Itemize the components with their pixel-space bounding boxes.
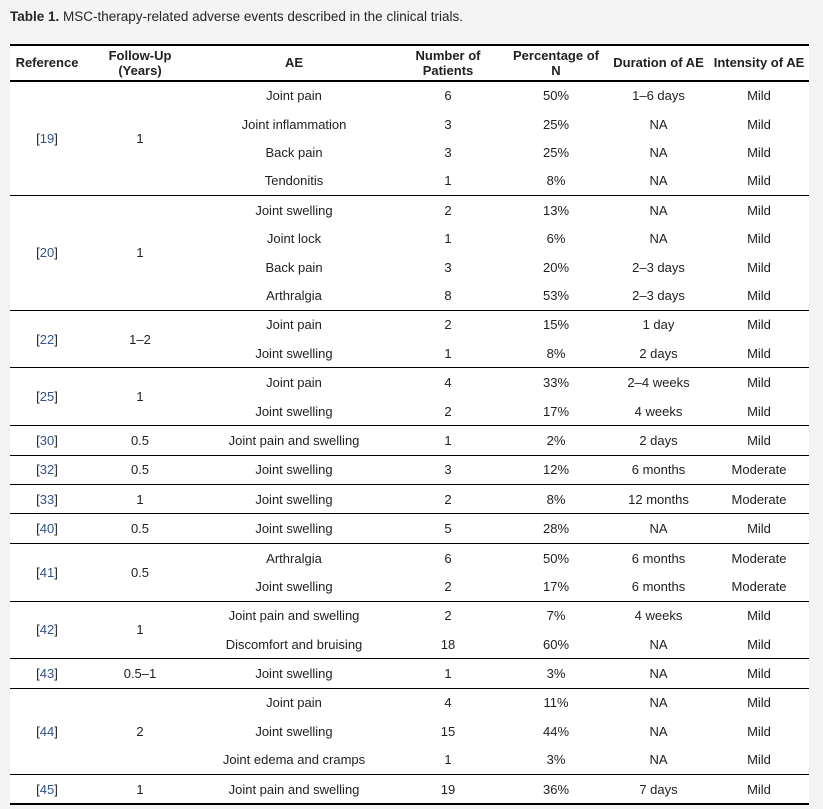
cell-percentage: 44% [542, 723, 570, 739]
cell-follow-up: 0.5 [130, 564, 150, 580]
cell-duration: 2–4 weeks [627, 375, 690, 391]
cell-intensity: Mild [747, 723, 771, 739]
cell-duration: 2 days [639, 432, 678, 448]
cell-ae: Joint pain [266, 88, 322, 104]
cell-intensity: Mild [747, 317, 771, 333]
cell-number-of-patients: 3 [444, 462, 452, 478]
cell-percentage: 28% [542, 521, 570, 537]
cell-number-of-patients: 1 [444, 345, 452, 361]
cell-duration: NA [649, 145, 668, 161]
table-caption-label: Table 1. [10, 9, 60, 24]
reference-bracket: ] [54, 130, 58, 146]
table-group [10, 514, 809, 543]
cell-intensity: Mild [747, 202, 771, 218]
cell-duration: 12 months [628, 491, 689, 507]
reference-bracket: [ [36, 245, 40, 261]
cell-percentage: 8% [546, 345, 566, 361]
reference-link[interactable]: 43 [39, 666, 55, 682]
cell-follow-up: 2 [136, 723, 144, 739]
reference-link[interactable]: 40 [39, 521, 55, 537]
cell-number-of-patients: 1 [444, 173, 452, 189]
cell-duration: 1–6 days [632, 88, 685, 104]
cell-number-of-patients: 3 [444, 259, 452, 275]
cell-duration: 7 days [639, 781, 678, 797]
cell-intensity: Mild [747, 287, 771, 303]
cell-reference [10, 659, 84, 688]
cell-reference [10, 310, 84, 368]
cell-intensity: Moderate [731, 462, 787, 478]
cell-reference [10, 426, 84, 455]
cell-follow-up: 1 [136, 389, 144, 405]
reference-bracket: ] [54, 462, 58, 478]
cell-duration: 4 weeks [634, 403, 683, 419]
cell-percentage: 6% [546, 231, 566, 247]
cell-duration: 6 months [631, 462, 686, 478]
cell-percentage: 3% [546, 752, 566, 768]
cell-reference [10, 688, 84, 774]
cell-percentage: 25% [542, 116, 570, 132]
table-row [10, 601, 809, 630]
cell-follow-up: 1 [136, 781, 144, 797]
table-row [10, 81, 809, 110]
column-header-duration: Duration of AE [613, 55, 704, 71]
table-group [10, 426, 809, 455]
cell-duration: 2 days [639, 345, 678, 361]
cell-duration: NA [649, 695, 668, 711]
reference-link[interactable]: 25 [39, 389, 55, 405]
cell-ae: Joint pain and swelling [228, 781, 360, 797]
table-group [10, 455, 809, 484]
reference-bracket: [ [36, 723, 40, 739]
table-row [10, 455, 809, 484]
cell-ae: Back pain [265, 145, 323, 161]
reference-link[interactable]: 45 [39, 781, 55, 797]
cell-number-of-patients: 2 [444, 202, 452, 218]
cell-percentage: 20% [542, 259, 570, 275]
cell-number-of-patients: 4 [444, 375, 452, 391]
cell-duration: 4 weeks [634, 608, 683, 624]
column-header-reference: Reference [15, 55, 79, 71]
cell-follow-up: 1 [136, 622, 144, 638]
cell-ae: Joint pain and swelling [228, 608, 360, 624]
cell-percentage: 8% [546, 491, 566, 507]
cell-percentage: 25% [542, 145, 570, 161]
reference-bracket: ] [54, 666, 58, 682]
cell-duration: NA [649, 752, 668, 768]
reference-link[interactable]: 32 [39, 462, 55, 478]
table-row [10, 426, 809, 455]
cell-ae: Joint swelling [255, 521, 333, 537]
cell-percentage: 11% [543, 695, 569, 711]
reference-bracket: ] [54, 491, 58, 507]
cell-percentage: 17% [542, 578, 570, 594]
table-header-row [10, 45, 809, 81]
cell-ae: Joint swelling [255, 578, 333, 594]
cell-number-of-patients: 1 [444, 432, 452, 448]
reference-bracket: ] [54, 781, 58, 797]
cell-number-of-patients: 2 [444, 608, 452, 624]
cell-number-of-patients: 3 [444, 145, 452, 161]
cell-duration: 6 months [631, 550, 686, 566]
cell-number-of-patients: 6 [444, 88, 452, 104]
table-row [10, 196, 809, 225]
cell-duration: 2–3 days [632, 287, 685, 303]
cell-follow-up: 0.5–1 [123, 666, 157, 682]
cell-number-of-patients: 1 [444, 752, 452, 768]
cell-follow-up: 1 [136, 130, 144, 146]
table-group [10, 659, 809, 688]
cell-percentage: 13% [542, 202, 570, 218]
cell-ae: Joint lock [266, 231, 322, 247]
cell-ae: Joint swelling [255, 723, 333, 739]
reference-bracket: [ [36, 462, 40, 478]
reference-link[interactable]: 41 [39, 564, 55, 580]
cell-percentage: 7% [546, 608, 566, 624]
cell-number-of-patients: 2 [444, 578, 452, 594]
cell-duration: NA [649, 202, 668, 218]
reference-bracket: ] [54, 389, 58, 405]
cell-percentage: 3% [546, 666, 566, 682]
cell-reference [10, 485, 84, 514]
cell-percentage: 15% [542, 317, 570, 333]
cell-intensity: Moderate [731, 578, 787, 594]
table-group [10, 688, 809, 774]
reference-bracket: [ [36, 622, 40, 638]
cell-number-of-patients: 2 [444, 491, 452, 507]
reference-bracket: [ [36, 781, 40, 797]
cell-intensity: Mild [747, 432, 771, 448]
table-group [10, 196, 809, 311]
cell-intensity: Mild [747, 375, 771, 391]
reference-link[interactable]: 20 [39, 245, 55, 261]
reference-bracket: [ [36, 331, 40, 347]
cell-follow-up: 1 [136, 491, 144, 507]
cell-duration: NA [649, 521, 668, 537]
cell-number-of-patients: 3 [444, 116, 452, 132]
cell-number-of-patients: 5 [444, 521, 452, 537]
cell-duration: NA [649, 231, 668, 247]
reference-bracket: ] [54, 723, 58, 739]
reference-bracket: ] [54, 245, 58, 261]
reference-bracket: [ [36, 432, 40, 448]
cell-number-of-patients: 1 [444, 666, 452, 682]
cell-reference [10, 368, 84, 426]
cell-number-of-patients: 6 [444, 550, 452, 566]
cell-ae: Joint edema and cramps [222, 752, 366, 768]
table-row [10, 659, 809, 688]
cell-number-of-patients: 1 [444, 231, 452, 247]
table-row [10, 688, 809, 717]
cell-duration: NA [649, 723, 668, 739]
table-group [10, 81, 809, 196]
cell-duration: NA [649, 666, 668, 682]
reference-bracket: ] [54, 622, 58, 638]
column-header-intensity: Intensity of AE [713, 55, 805, 71]
cell-duration: NA [649, 173, 668, 189]
table-caption-text: MSC-therapy-related adverse events described in the clinical trials. [59, 9, 463, 24]
cell-percentage: 12% [542, 462, 570, 478]
cell-follow-up: 0.5 [130, 432, 150, 448]
reference-bracket: [ [36, 666, 40, 682]
cell-intensity: Moderate [731, 491, 787, 507]
reference-link[interactable]: 44 [39, 723, 55, 739]
cell-ae: Joint swelling [255, 462, 333, 478]
cell-number-of-patients: 2 [444, 403, 452, 419]
cell-reference [10, 196, 84, 311]
reference-bracket: [ [36, 521, 40, 537]
cell-number-of-patients: 15 [440, 723, 456, 739]
cell-duration: 6 months [631, 578, 686, 594]
cell-percentage: 50% [542, 88, 570, 104]
cell-percentage: 36% [542, 781, 570, 797]
reference-bracket: ] [54, 521, 58, 537]
reference-link[interactable]: 22 [39, 331, 55, 347]
cell-intensity: Moderate [731, 550, 787, 566]
cell-reference [10, 455, 84, 484]
cell-percentage: 17% [542, 403, 570, 419]
cell-reference [10, 543, 84, 601]
table-row [10, 485, 809, 514]
table-caption [10, 7, 809, 27]
table-row [10, 514, 809, 543]
reference-bracket: ] [54, 331, 58, 347]
table-group [10, 543, 809, 601]
cell-intensity: Mild [747, 521, 771, 537]
cell-follow-up: 1–2 [129, 331, 151, 347]
cell-intensity: Mild [747, 259, 771, 275]
table-row [10, 543, 809, 572]
cell-ae: Joint pain [266, 317, 322, 333]
cell-duration: 2–3 days [632, 259, 685, 275]
cell-ae: Tendonitis [264, 173, 324, 189]
column-header-ae: AE [284, 55, 304, 71]
cell-ae: Joint inflammation [241, 116, 347, 132]
cell-duration: NA [649, 116, 668, 132]
column-header-number-of-patients: Number of Patients [415, 47, 481, 78]
cell-reference [10, 81, 84, 196]
cell-duration: NA [649, 636, 668, 652]
table-row [10, 774, 809, 804]
cell-ae: Joint pain [266, 695, 322, 711]
cell-follow-up: 1 [136, 245, 144, 261]
cell-intensity: Mild [747, 88, 771, 104]
reference-bracket: ] [54, 564, 58, 580]
reference-link[interactable]: 33 [39, 491, 55, 507]
cell-intensity: Mild [747, 345, 771, 361]
column-header-follow-up: Follow-Up (Years) [108, 47, 172, 78]
table-group [10, 368, 809, 426]
cell-number-of-patients: 8 [444, 287, 452, 303]
cell-percentage: 60% [542, 636, 570, 652]
cell-follow-up: 0.5 [130, 462, 150, 478]
cell-ae: Arthralgia [266, 550, 322, 566]
cell-intensity: Mild [747, 752, 771, 768]
reference-bracket: [ [36, 130, 40, 146]
table-header [10, 45, 809, 81]
cell-intensity: Mild [747, 173, 771, 189]
cell-ae: Discomfort and bruising [225, 636, 363, 652]
reference-bracket: [ [36, 491, 40, 507]
cell-duration: 1 day [642, 317, 675, 333]
cell-ae: Joint swelling [255, 491, 333, 507]
cell-number-of-patients: 18 [440, 636, 456, 652]
cell-intensity: Mild [747, 636, 771, 652]
cell-intensity: Mild [747, 116, 771, 132]
table-group [10, 601, 809, 659]
cell-reference [10, 774, 84, 804]
cell-ae: Back pain [265, 259, 323, 275]
reference-link[interactable]: 30 [39, 432, 55, 448]
cell-number-of-patients: 2 [444, 317, 452, 333]
column-header-percentage: Percentage of N [513, 47, 599, 78]
cell-ae: Joint pain [266, 375, 322, 391]
reference-bracket: ] [54, 432, 58, 448]
cell-ae: Arthralgia [266, 287, 322, 303]
cell-number-of-patients: 19 [440, 781, 456, 797]
reference-bracket: [ [36, 564, 40, 580]
cell-intensity: Mild [747, 695, 771, 711]
cell-follow-up: 0.5 [130, 521, 150, 537]
cell-reference [10, 514, 84, 543]
cell-percentage: 53% [542, 287, 570, 303]
cell-intensity: Mild [747, 145, 771, 161]
reference-link[interactable]: 19 [39, 130, 55, 146]
cell-intensity: Mild [747, 666, 771, 682]
table-row [10, 368, 809, 397]
cell-percentage: 2% [546, 432, 566, 448]
cell-ae: Joint pain and swelling [228, 432, 360, 448]
cell-ae: Joint swelling [255, 403, 333, 419]
table-row [10, 310, 809, 339]
cell-intensity: Mild [747, 608, 771, 624]
reference-bracket: [ [36, 389, 40, 405]
cell-percentage: 8% [546, 173, 566, 189]
table-group [10, 485, 809, 514]
table-group [10, 774, 809, 804]
reference-link[interactable]: 42 [39, 622, 55, 638]
adverse-events-table [10, 44, 809, 806]
cell-intensity: Mild [747, 781, 771, 797]
cell-number-of-patients: 4 [444, 695, 452, 711]
cell-ae: Joint swelling [255, 345, 333, 361]
cell-ae: Joint swelling [255, 202, 333, 218]
cell-ae: Joint swelling [255, 666, 333, 682]
cell-percentage: 33% [542, 375, 570, 391]
cell-intensity: Mild [747, 403, 771, 419]
cell-percentage: 50% [542, 550, 570, 566]
cell-reference [10, 601, 84, 659]
cell-intensity: Mild [747, 231, 771, 247]
table-group [10, 310, 809, 368]
